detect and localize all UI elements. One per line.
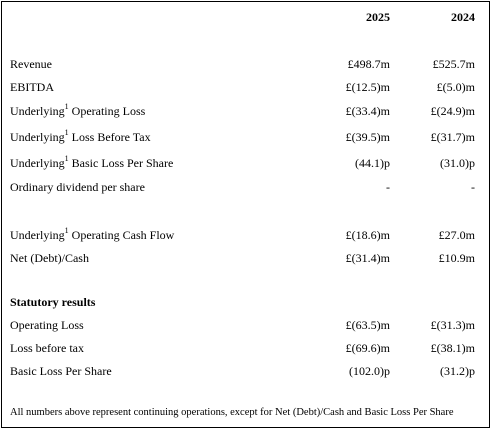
value-2024: (31.0)p (440, 156, 475, 170)
value-2025: £(12.5)m (345, 80, 390, 94)
value-2024: £525.7m (432, 57, 475, 71)
value-2025: £(69.6)m (345, 341, 390, 355)
value-2024: £(31.3)m (430, 318, 475, 332)
value-2025: £(31.4)m (345, 251, 390, 265)
footnote: All numbers above represent continuing operations, except for Net (Debt)/Cash and Basic Loss Per Share (10, 407, 454, 418)
footnote-marker: 1 (64, 102, 69, 111)
value-2025: £(39.5)m (345, 130, 390, 144)
row-label: Underlying$^1$ Loss Before Tax (10, 128, 151, 144)
table-row (0, 340, 493, 356)
value-2024: (31.2)p (440, 364, 475, 378)
row-label: Net (Debt)/Cash (10, 251, 89, 265)
value-2024: £10.9m (438, 251, 475, 265)
table-row (0, 317, 493, 333)
row-label: Basic Loss Per Share (10, 364, 112, 378)
value-2025: - (386, 180, 390, 194)
table-row (0, 363, 493, 379)
row-label: EBITDA (10, 80, 54, 94)
value-2025: (44.1)p (355, 156, 390, 170)
value-2025: £(18.6)m (345, 228, 390, 242)
table-row (0, 79, 493, 95)
row-label: Operating Loss (10, 318, 84, 332)
value-2025: £(33.4)m (345, 104, 390, 118)
footnote-marker: 1 (64, 128, 69, 137)
value-2025: £498.7m (347, 57, 390, 71)
footnote-marker: 1 (64, 226, 69, 235)
value-2024: £(24.9)m (430, 104, 475, 118)
table-row (0, 179, 493, 195)
value-2024: £27.0m (438, 228, 475, 242)
row-label: Underlying$^1$ Operating Loss (10, 102, 146, 118)
column-header-2024: 2024 (451, 10, 475, 24)
value-2024: £(5.0)m (436, 80, 475, 94)
table-row (0, 227, 493, 243)
column-header-2025: 2025 (366, 10, 390, 24)
table-row (0, 129, 493, 145)
value-2025: £(63.5)m (345, 318, 390, 332)
footnote-marker: 1 (64, 154, 69, 163)
row-label: Loss before tax (10, 341, 84, 355)
value-2024: - (471, 180, 475, 194)
row-label: Revenue (10, 57, 52, 71)
value-2024: £(31.7)m (430, 130, 475, 144)
table-row (0, 155, 493, 171)
table-row (0, 250, 493, 266)
value-2024: £(38.1)m (430, 341, 475, 355)
table-row (0, 103, 493, 119)
row-label: Underlying$^1$ Basic Loss Per Share (10, 154, 174, 170)
table-row (0, 56, 493, 72)
row-label: Underlying$^1$ Operating Cash Flow (10, 226, 175, 242)
row-label: Ordinary dividend per share (10, 180, 145, 194)
value-2025: (102.0)p (349, 364, 390, 378)
section-title-statutory: Statutory results (10, 295, 96, 309)
